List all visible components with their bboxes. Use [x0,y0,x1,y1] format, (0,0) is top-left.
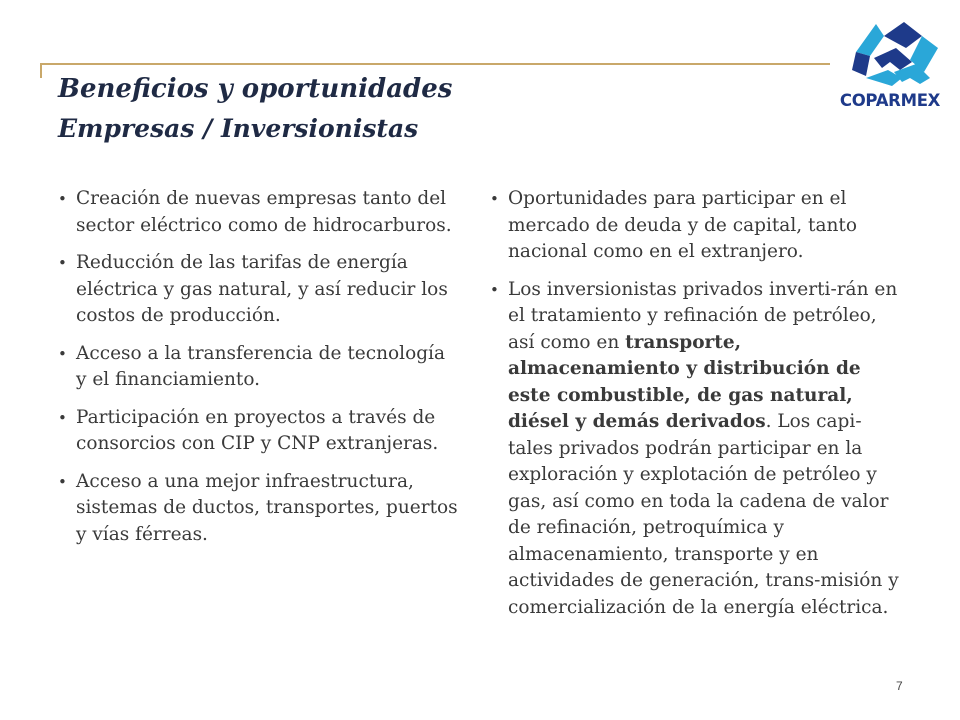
logo-wordmark: COPARMEX [839,91,941,110]
bullet-icon: • [58,190,67,208]
list-item [58,469,458,549]
list-item [58,341,458,394]
bullet-icon: • [58,344,67,363]
bullet-icon: • [490,280,499,299]
bullet-text: Acceso a una mejor infraestructura, sistemas de ductos, transportes, puertos y vías férreas. [76,470,458,545]
bullet-icon: • [490,190,499,208]
left-bullet-list [58,186,458,559]
slide-subtitle: Empresas / Inversionistas [58,114,419,143]
bullet-text: Participación en proyectos a través de consorcios con CIP y CNP extranjeras. [76,406,439,454]
bullet-text-before: Los inversionistas privados inverti-rán en el tratamiento y refinación de petróleo, así como en [508,278,898,353]
list-item [490,186,902,266]
bullet-icon: • [58,408,67,427]
list-item [58,250,458,330]
list-item [490,277,902,622]
bullet-text-after: . Los capi-tales privados podrán participar en la exploración y explotación de petróleo y gas, así como en toda la cadena de valor de refinación, petroquímica y almacenamiento, transporte y en actividades de generación, trans-misión y comercialización de la energía eléctrica. [508,411,899,618]
right-bullet-list [490,186,902,632]
bullet-text: Creación de nuevas empresas tanto del sector eléctrico como de hidrocarburos. [76,188,452,236]
slide-title: Beneficios y oportunidades [58,74,453,104]
bullet-text: Reducción de las tarifas de energía eléctrica y gas natural, y así reducir los costos de producción. [76,252,448,326]
bullet-text: Acceso a la transferencia de tecnología y el financiamiento. [76,342,445,390]
header-rule [40,63,830,65]
header-rule-tick [40,63,42,78]
list-item [58,186,458,239]
bullet-icon: • [58,254,67,272]
bullet-text-bold: transporte, almacenamiento y distribución de este combustible, de gas natural, diésel y demás derivados [508,331,861,432]
list-item [58,405,458,458]
bullet-text: Oportunidades para participar en el mercado de deuda y de capital, tanto nacional como en el extranjero. [508,188,857,262]
bullet-icon: • [58,472,67,491]
page-number: 7 [896,679,903,693]
